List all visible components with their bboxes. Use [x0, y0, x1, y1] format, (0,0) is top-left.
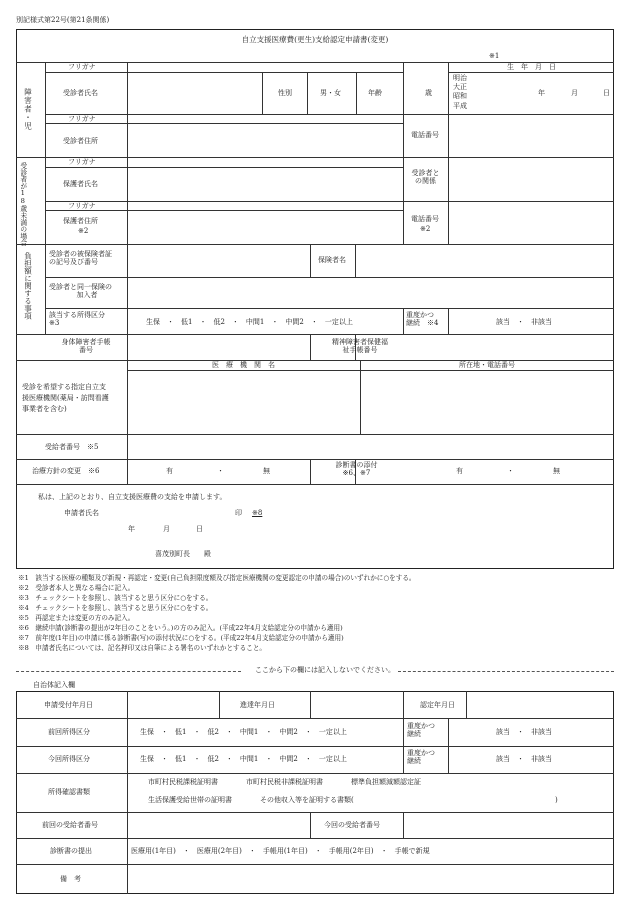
furigana-label: フリガナ — [68, 115, 96, 123]
facility-address-header: 所在地・電話番号 — [459, 361, 515, 369]
separator-line-left — [16, 671, 241, 672]
curr-income-options[interactable]: 生保 ・ 低1 ・ 低2 ・ 中間1 ・ 中間2 ・ 一定以上 — [140, 755, 347, 763]
date-month: 月 — [163, 525, 170, 533]
note-line: ※6 継続申請(診断書の提出が2年目のことをいう。)の方のみ記入。(平成22年4月支給認定分の申請から適用) — [18, 624, 343, 632]
guardian-address-mark: ※2 — [78, 227, 89, 235]
dob-day: 日 — [603, 89, 610, 97]
diagnosis-submit-options[interactable]: 医療用(1年目) ・ 医療用(2年目) ・ 手帳用(1年目) ・ 手帳用(2年目) ・ 手帳で新規 — [131, 847, 430, 855]
remarks-label: 備 考 — [60, 875, 81, 883]
note-mark-1: ※1 — [489, 52, 500, 60]
curr-recipient-label: 今回の受給者番号 — [324, 821, 380, 829]
heavy-continuous-label: 重度かつ 継続 ※4 — [406, 311, 439, 328]
received-date-label: 申請受付年月日 — [44, 701, 93, 709]
form-number: 別記様式第22号(第21条関係) — [16, 16, 110, 24]
dob-year: 年 — [538, 89, 545, 97]
guardian-relation-label: 受診者と の関係 — [411, 169, 440, 186]
section-label-guardian: 受診者が18歳未満の場合 — [18, 162, 27, 246]
office-section-title: 自治体記入欄 — [33, 681, 75, 689]
note-line: ※1 該当する医療の種類及び新規・再認定・変更(自己負担限度額及び指定医療機関の変更認定の申請の場合)のいずれかに○をする。 — [18, 574, 416, 582]
seal-note-mark: ※8 — [252, 509, 263, 517]
prev-heavy-options[interactable]: 該当 ・ 非該当 — [496, 728, 552, 736]
separator-line-right — [398, 671, 614, 672]
form-title: 自立支援医療費(更生)支給認定申請書(変更) — [241, 35, 389, 44]
diagnosis-yes[interactable]: 有 — [456, 467, 463, 475]
treatment-no[interactable]: 無 — [263, 467, 270, 475]
guardian-address-label: 保護者住所 — [63, 217, 98, 225]
approved-date-label: 認定年月日 — [420, 701, 455, 709]
guardian-phone-mark: ※2 — [420, 225, 431, 233]
insurance-label: 受診者の被保険者証 の記号及び番号 — [49, 250, 112, 267]
diagnosis-attachment-label: 診断書の添付 ※6、※7 — [335, 461, 378, 478]
gender-options[interactable]: 男・女 — [320, 89, 341, 97]
note-line: ※3 チェックシートを参照し、該当すると思う区分に○をする。 — [18, 594, 213, 602]
furigana-label: フリガナ — [68, 63, 96, 71]
treatment-dot: ・ — [217, 467, 224, 475]
recipient-number-label: 受給者番号 ※5 — [45, 443, 99, 451]
guardian-phone-label: 電話番号 — [411, 215, 439, 223]
diagnosis-submit-label: 診断書の提出 — [50, 847, 92, 855]
insurer-label: 保険者名 — [318, 256, 346, 264]
note-line: ※2 受診者本人と異なる場合に記入。 — [18, 584, 135, 592]
income-category-label: 該当する所得区分 ※3 — [49, 311, 105, 328]
heavy-continuous-options[interactable]: 該当 ・ 非該当 — [496, 318, 552, 326]
note-line: ※4 チェックシートを参照し、該当すると思う区分に○をする。 — [18, 604, 213, 612]
age-unit: 歳 — [425, 89, 432, 97]
same-insurance-label: 受診者と同一保険の 加入者 — [49, 283, 112, 300]
mental-health-cert-label: 精神障害者保健福 祉手帳番号 — [332, 338, 388, 355]
income-docs-options-2[interactable]: 生活保護受給世帯の証明書 その他収入等を証明する書類( — [148, 796, 354, 804]
curr-heavy-label: 重度かつ 継続 — [407, 749, 435, 766]
declaration-text: 私は、上記のとおり、自立支援医療費の支給を申請します。 — [38, 493, 227, 501]
income-docs-close: ) — [555, 796, 558, 804]
age-label: 年齢 — [368, 89, 382, 97]
prev-recipient-label: 前回の受給者番号 — [42, 821, 98, 829]
date-year: 年 — [128, 525, 135, 533]
seal-label: 印 — [235, 509, 242, 517]
applicant-name-label: 申請者氏名 — [64, 509, 99, 517]
note-line: ※8 申請者氏名については、記名押印又は自筆による署名のいずれかとすること。 — [18, 644, 267, 652]
guardian-name-label: 保護者氏名 — [63, 180, 98, 188]
diagnosis-dot: ・ — [507, 467, 514, 475]
furigana-label: フリガナ — [68, 202, 96, 210]
curr-income-label: 今回所得区分 — [48, 755, 90, 763]
income-docs-options-1[interactable]: 市町村民税課税証明書 市町村民税非課税証明書 標準負担額減額認定証 — [148, 778, 421, 786]
era-options[interactable]: 明治 大正 昭和 平成 — [453, 74, 467, 110]
transfer-date-label: 進達年月日 — [240, 701, 275, 709]
section-label-burden: 負担額に関する事項 — [23, 252, 33, 320]
note-line: ※5 再認定または変更の方のみ記入。 — [18, 614, 135, 622]
facility-name-header: 医 療 機 関 名 — [212, 361, 275, 369]
prev-heavy-label: 重度かつ 継続 — [407, 722, 435, 739]
curr-heavy-options[interactable]: 該当 ・ 非該当 — [496, 755, 552, 763]
patient-name-label: 受診者氏名 — [63, 89, 98, 97]
prev-income-label: 前回所得区分 — [48, 728, 90, 736]
diagnosis-no[interactable]: 無 — [553, 467, 560, 475]
gender-label: 性別 — [278, 89, 292, 97]
patient-address-label: 受診者住所 — [63, 137, 98, 145]
prev-income-options[interactable]: 生保 ・ 低1 ・ 低2 ・ 中間1 ・ 中間2 ・ 一定以上 — [140, 728, 347, 736]
addressee: 喜茂別町長 殿 — [155, 550, 211, 558]
section-label-patient: 障害者・児 — [23, 88, 33, 131]
note-line: ※7 前年度(1年目)の申請に係る診断書(写)の添付状況に○をする。(平成22年4月支給認定分の申請から適用) — [18, 634, 344, 642]
income-docs-label: 所得確認書類 — [48, 788, 90, 796]
income-category-options[interactable]: 生保 ・ 低1 ・ 低2 ・ 中間1 ・ 中間2 ・ 一定以上 — [146, 318, 353, 326]
treatment-yes[interactable]: 有 — [166, 467, 173, 475]
treatment-change-label: 治療方針の変更 ※6 — [32, 467, 100, 475]
dob-label: 生 年 月 日 — [507, 63, 556, 71]
date-day: 日 — [196, 525, 203, 533]
furigana-label: フリガナ — [68, 158, 96, 166]
physical-disability-cert-label: 身体障害者手帳 番号 — [61, 338, 111, 355]
patient-phone-label: 電話番号 — [411, 131, 439, 139]
separator-text: ここから下の欄には記入しないでください。 — [255, 666, 395, 674]
dob-month: 月 — [571, 89, 578, 97]
facility-label: 受診を希望する指定自立支 援医療機関(薬局・訪問看護 事業者を含む) — [22, 383, 109, 413]
